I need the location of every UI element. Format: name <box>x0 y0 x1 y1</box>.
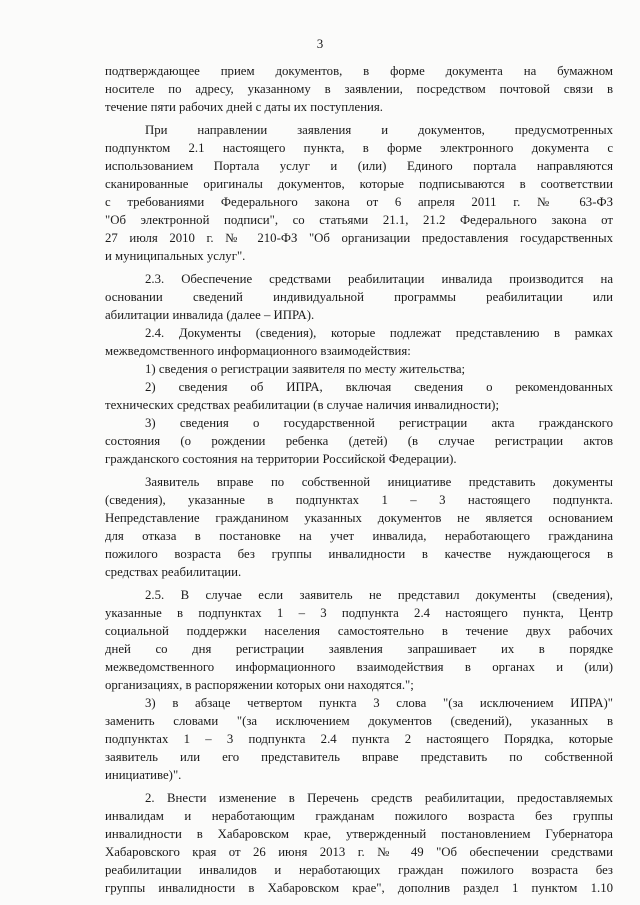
text-line: 2. Внести изменение в Перечень средств реабилитации, предоставляемых <box>145 791 613 805</box>
text-line: инициативе)". <box>105 768 182 782</box>
text-line: реабилитации инвалидов и неработающих граждан пожилого возраста без <box>105 863 613 877</box>
text-line: подпунктом 2.1 настоящего пункта, в форме электронного документа с <box>105 141 613 155</box>
text-line: пожилого возраста без группы инвалидности в качестве нуждающегося в <box>105 547 613 561</box>
text-line: подпунктах 1 – 3 подпункта 2.4 пункта 2 настоящего Порядка, которые <box>105 732 613 746</box>
text-line: 2.4. Документы (сведения), которые подлежат представлению в рамках <box>145 326 613 340</box>
text-line: средствах реабилитации. <box>105 565 242 579</box>
text-line: указанные в подпунктах 1 – 3 подпункта 2.4 настоящего пункта, Центр <box>105 606 613 620</box>
text-line: группы инвалидности в Хабаровском крае", дополнив раздел 1 пунктом 1.10 <box>105 881 613 895</box>
text-line: сканированные оригиналы документов, которые подписываются в соответствии <box>105 177 613 191</box>
text-line: с требованиями Федерального закона от 6 апреля 2011 г. № 63-ФЗ <box>105 195 613 209</box>
text-line: основании сведений индивидуальной программы реабилитации или <box>105 290 613 304</box>
text-line: инвалидности в Хабаровском крае, утвержденный постановлением Губернатора <box>105 827 613 841</box>
text-line: абилитации инвалида (далее – ИПРА). <box>105 308 315 322</box>
text-line: социальной поддержки населения самостоятельно в течение двух рабочих <box>105 624 613 638</box>
document-body <box>105 62 613 897</box>
text-line: дней со дня регистрации заявления запрашивает их в порядке <box>105 642 613 656</box>
text-line: 3) сведения о государственной регистрации акта гражданского <box>145 416 613 430</box>
text-line: Непредставление гражданином указанных документов не является основанием <box>105 511 613 525</box>
text-line: 1) сведения о регистрации заявителя по месту жительства; <box>145 362 466 376</box>
text-line: Хабаровского края от 26 июня 2013 г. № 49 "Об обеспечении средствами <box>105 845 613 859</box>
text-line: технических средствах реабилитации (в случае наличия инвалидности); <box>105 398 499 412</box>
text-line: межведомственного информационного взаимодействия: <box>105 344 411 358</box>
text-line: межведомственного информационного взаимодействия в органах и (или) <box>105 660 613 674</box>
text-line: для отказа в постановке на учет инвалида, неработающего гражданина <box>105 529 613 543</box>
text-line: 2) сведения об ИПРА, включая сведения о рекомендованных <box>145 380 613 394</box>
text-line: носителе по адресу, указанному в заявлении, посредством почтовой связи в <box>105 82 613 96</box>
text-line: гражданского состояния на территории Российской Федерации). <box>105 452 457 466</box>
text-line: использованием Портала услуг и (или) Единого портала направляются <box>105 159 613 173</box>
text-line: инвалидам и неработающим гражданам пожилого возраста без группы <box>105 809 613 823</box>
text-line: течение пяти рабочих дней с даты их поступления. <box>105 100 383 114</box>
text-line: 2.5. В случае если заявитель не представил документы (сведения), <box>145 588 613 602</box>
text-line: 3) в абзаце четвертом пункта 3 слова "(за исключением ИПРА)" <box>145 696 613 710</box>
text-line: подтверждающее прием документов, в форме документа на бумажном <box>105 64 613 78</box>
text-line: состояния (о рождении ребенка (детей) (в случае регистрации актов <box>105 434 613 448</box>
text-line: заявитель или его представитель вправе представить по собственной <box>105 750 613 764</box>
text-line: 2.3. Обеспечение средствами реабилитации инвалида производится на <box>145 272 613 286</box>
text-line: При направлении заявления и документов, предусмотренных <box>145 123 613 137</box>
text-line: (сведения), указанные в подпунктах 1 – 3 настоящего подпункта. <box>105 493 613 507</box>
text-line: организациях, в распоряжении которых они находятся."; <box>105 678 414 692</box>
page-number: 3 <box>316 36 324 51</box>
text-line: 27 июля 2010 г. № 210-ФЗ "Об организации предоставления государственных <box>105 231 613 245</box>
text-line: и муниципальных услуг". <box>105 249 246 263</box>
text-line: Заявитель вправе по собственной инициативе представить документы <box>145 475 613 489</box>
text-line: "Об электронной подписи", со статьями 21.1, 21.2 Федерального закона от <box>105 213 613 227</box>
text-line: заменить словами "(за исключением документов (сведений), указанных в <box>105 714 613 728</box>
